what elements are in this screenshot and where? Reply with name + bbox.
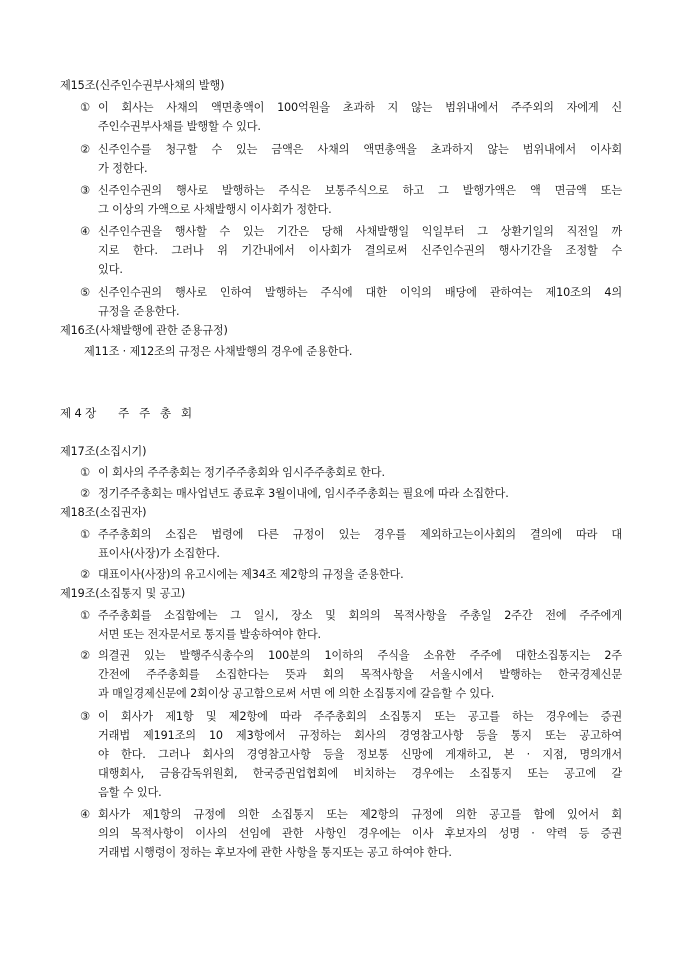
article-19-item-3-line: 거래법 제191조의 10 제3항에서 규정하는 회사의 경영참고사항 등을 통지 또는 공고하여	[98, 729, 622, 742]
item-marker: ②	[80, 143, 90, 156]
article-16-body: 제11조 · 제12조의 규정은 사채발행의 경우에 준용한다.	[84, 345, 353, 358]
article-19-item-3-line: 야 한다. 그러나 회사의 경영참고사항 등을 정보통 신망에 게재하고, 본 · 지점, 명의개서	[98, 748, 622, 761]
chapter-number: 제 4 장	[60, 406, 97, 420]
item-marker: ③	[80, 184, 90, 197]
article-18-title: 제18조(소집권자)	[60, 506, 147, 519]
article-15-item-5-line: 신주인수권의 행사로 인하여 발행하는 주식에 대한 이익의 배당에 관하여는 제10조의 4의	[98, 286, 622, 299]
article-19-item-3-line: 이 회사가 제1항 및 제2항에 따라 주주총회의 소집통지 또는 공고를 하는 경우에는 증권	[98, 710, 622, 723]
chapter-title-char: 주	[139, 406, 151, 420]
article-17-item-2-line: 정기주주총회는 매사업년도 종료후 3월이내에, 임시주주총회는 필요에 따라 소집한다.	[98, 487, 509, 500]
article-15-item-2-line: 가 정한다.	[98, 162, 148, 175]
article-19-item-1-line: 주주총회를 소집함에는 그 일시, 장소 및 회의의 목적사항을 주총일 2주간 전에 주주에게	[98, 609, 622, 622]
item-marker: ①	[80, 466, 90, 479]
item-marker: ④	[80, 225, 90, 238]
item-marker: ①	[80, 101, 90, 114]
article-19-item-3-line: 대행회사, 금융감독위원회, 한국증권업협회에 비치하는 경우에는 소집통지 또는 공고에 갈	[98, 767, 622, 780]
article-15-item-1-line: 이 회사는 사채의 액면총액이 100억원을 초과하 지 않는 범위내에서 주주외의 자에게 신	[98, 101, 622, 114]
article-19-item-1-line: 서면 또는 전자문서로 통지를 발송하여야 한다.	[98, 628, 321, 641]
item-marker: ⑤	[80, 286, 90, 299]
item-marker: ①	[80, 528, 90, 541]
chapter-title-char: 회	[181, 406, 192, 420]
article-15-item-4-line: 지로 한다. 그러나 위 기간내에서 이사회가 결의로써 신주인수권의 행사기간을 조정할 수	[98, 244, 622, 257]
item-marker: ③	[80, 710, 90, 723]
article-18-item-1-line: 주주총회의 소집은 법령에 다른 규정이 있는 경우를 제외하고는이사회의 결의에 따라 대	[98, 528, 622, 541]
item-marker: ②	[80, 487, 90, 500]
chapter-heading	[60, 405, 196, 421]
article-15-title: 제15조(신주인수권부사채의 발행)	[60, 79, 225, 92]
article-18-item-1-line: 표이사(사장)가 소집한다.	[98, 547, 220, 560]
article-19-item-2-line: 의결권 있는 발행주식총수의 100분의 1이하의 주식을 소유한 주주에 대한소집통지는 2주	[98, 649, 622, 662]
article-18-item-2-line: 대표이사(사장)의 유고시에는 제34조 제2항의 규정을 준용한다.	[98, 568, 404, 581]
article-17-item-1-line: 이 회사의 주주총회는 정기주주총회와 임시주주총회로 한다.	[98, 466, 385, 479]
item-marker: ②	[80, 649, 90, 662]
article-15-item-4-line: 있다.	[98, 263, 123, 276]
article-19-item-4-line: 의의 목적사항이 이사의 선임에 관한 사항인 경우에는 이사 후보자의 성명 · 약력 등 증권	[98, 827, 622, 840]
article-19-item-4-line: 회사가 제1항의 규정에 의한 소집통지 또는 제2항의 규정에 의한 공고를 함에 있어서 회	[98, 808, 622, 821]
item-marker: ②	[80, 568, 90, 581]
article-16-title: 제16조(사채발행에 관한 준용규정)	[60, 324, 228, 337]
item-marker: ④	[80, 808, 90, 821]
article-15-item-1-line: 주인수권부사채를 발행할 수 있다.	[98, 120, 261, 133]
article-19-item-4-line: 거래법 시행령이 정하는 후보자에 관한 사항을 통지또는 공고 하여야 한다.	[98, 846, 452, 859]
article-19-item-2-line: 과 매일경제신문에 2회이상 공고함으로써 서면 에 의한 소집통지에 갈음할 수 있다.	[98, 687, 495, 700]
item-marker: ①	[80, 609, 90, 622]
article-15-item-5-line: 규정을 준용한다.	[98, 305, 180, 318]
article-15-item-4-line: 신주인수권을 행사할 수 있는 기간은 당해 사채발행일 익일부터 그 상환기일의 직전일 까	[98, 225, 622, 238]
chapter-title-char: 주	[118, 406, 130, 420]
article-15-item-2-line: 신주인수를 청구할 수 있는 금액은 사채의 액면총액을 초과하지 않는 범위내에서 이사회	[98, 143, 622, 156]
article-15-item-3-line: 그 이상의 가액으로 사채발행시 이사회가 정한다.	[98, 203, 332, 216]
chapter-title-char: 총	[160, 406, 172, 420]
article-19-item-3-line: 음할 수 있다.	[98, 786, 162, 799]
article-19-title: 제19조(소집통지 및 공고)	[60, 587, 186, 600]
article-17-title: 제17조(소집시기)	[60, 445, 147, 458]
article-15-item-3-line: 신주인수권의 행사로 발행하는 주식은 보통주식으로 하고 그 발행가액은 액 면금액 또는	[98, 184, 622, 197]
article-19-item-2-line: 간전에 주주총회를 소집한다는 뜻과 회의 목적사항을 서울시에서 발행하는 한국경제신문	[98, 668, 622, 681]
